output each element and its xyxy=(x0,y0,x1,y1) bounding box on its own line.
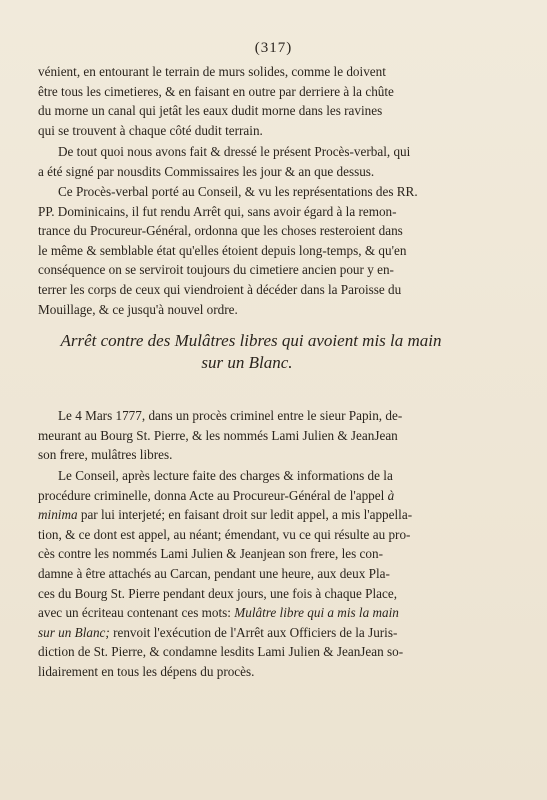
text-line: De tout quoi nous avons fait & dressé le présent Procès-verbal, qui xyxy=(58,144,411,159)
text-line: le même & semblable état qu'elles étoient depuis long-temps, & qu'en xyxy=(38,242,407,258)
paragraph-proces-verbal xyxy=(38,142,456,181)
text-line: ces du Bourg St. Pierre pendant deux jours, une fois à chaque Place, xyxy=(38,585,398,601)
text-line: terrer les corps de ceux qui viendroient à décéder dans la Paroisse du xyxy=(38,281,402,297)
text-line: conséquence on se serviroit toujours du cimetiere ancien pour y en- xyxy=(38,262,394,278)
text-line: PP. Dominicains, il fut rendu Arrêt qui, sans avoir égard à la remon- xyxy=(38,203,397,219)
text-line: du morne un canal qui jetât les eaux dudit morne dans les ravines xyxy=(38,103,383,119)
italic-run: à xyxy=(387,487,395,503)
text-line: lidairement en tous les dépens du procès. xyxy=(38,663,255,679)
text-line: Mouillage, & ce jusqu'à nouvel ordre. xyxy=(38,301,238,317)
text-run: par lui interjeté; en faisant droit sur ledit appel, a mis l'appella- xyxy=(77,507,413,523)
paragraph-arret-conseil xyxy=(38,182,456,319)
text-line xyxy=(38,505,456,525)
section-heading xyxy=(38,330,456,374)
text-line: être tous les cimetieres, & en faisant en outre par derriere à la chûte xyxy=(38,83,394,99)
italic-run: Mulâtre libre qui a mis la main xyxy=(234,605,399,621)
italic-run: minima xyxy=(38,507,78,523)
text-run: renvoit l'exécution de l'Arrêt aux Officiers de la Juris- xyxy=(109,624,398,640)
text-line: qui se trouvent à chaque côté dudit terrain. xyxy=(38,122,263,138)
text-line: tion, & ce dont est appel, au néant; émendant, vu ce qui résulte au pro- xyxy=(38,526,411,542)
text-line: trance du Procureur-Général, ordonna que les choses resteroient dans xyxy=(38,223,403,239)
text-run: procédure criminelle, donna Acte au Procureur-Général de l'appel xyxy=(38,487,388,503)
text-line: a été signé par nousdits Commissaires les jour & an que dessus. xyxy=(38,163,375,179)
text-line xyxy=(38,623,456,643)
text-line: diction de St. Pierre, & condamne lesdits Lami Julien & JeanJean so- xyxy=(38,644,404,660)
text-line: cès contre les nommés Lami Julien & Jeanjean son frere, les con- xyxy=(38,546,383,562)
page-number: (317) xyxy=(254,40,293,56)
text-run: avec un écriteau contenant ces mots: xyxy=(38,605,235,621)
text-line: Le 4 Mars 1777, dans un procès criminel entre le sieur Papin, de- xyxy=(58,408,403,423)
text-line: vénient, en entourant le terrain de murs solides, comme le doivent xyxy=(38,64,386,79)
heading-line: Arrêt contre des Mulâtres libres qui avoient mis la main xyxy=(60,331,442,350)
text-line: son frere, mulâtres libres. xyxy=(38,447,173,463)
text-line xyxy=(38,603,456,623)
paragraph-judgment xyxy=(38,466,456,682)
text-line: Le Conseil, après lecture faite des charges & informations de la xyxy=(58,468,393,483)
paragraph-case-intro xyxy=(38,406,456,465)
italic-run: sur un Blanc; xyxy=(38,624,110,640)
heading-line: sur un Blanc. xyxy=(201,353,293,372)
text-line xyxy=(38,486,456,506)
text-line: damne à être attachés au Carcan, pendant une heure, aux deux Pla- xyxy=(38,565,390,581)
text-line: Ce Procès-verbal porté au Conseil, & vu les représentations des RR. xyxy=(58,184,418,199)
paragraph-continuation xyxy=(38,62,456,140)
text-line: meurant au Bourg St. Pierre, & les nommés Lami Julien & JeanJean xyxy=(38,427,398,443)
